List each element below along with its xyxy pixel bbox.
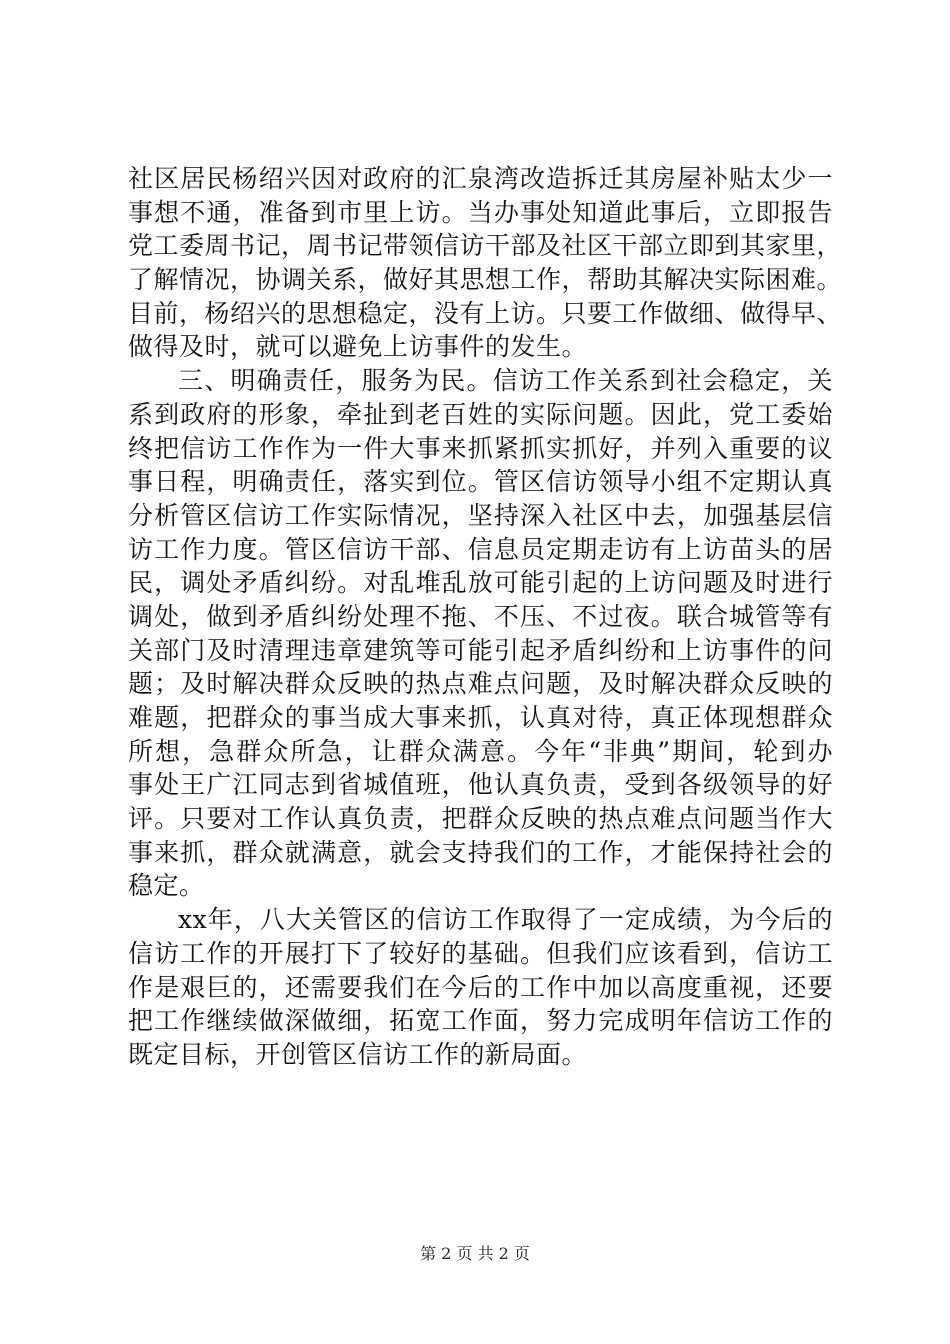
paragraph-line: 民，调处矛盾纠纷。对乱堆乱放可能引起的上访问题及时进行 [128, 568, 833, 598]
paragraph-line: 了解情况，协调关系，做好其思想工作，帮助其解决实际困难。 [128, 265, 843, 295]
paragraph-line: 稳定。 [128, 871, 205, 901]
paragraph-line: 既定目标，开创管区信访工作的新局面。 [128, 1039, 588, 1069]
paragraph-line: 事想不通，准备到市里上访。当办事处知道此事后，立即报告 [128, 197, 833, 227]
paragraph-line: 系到政府的形象，牵扯到老百姓的实际问题。因此，党工委始 [128, 399, 833, 429]
paragraph-line: 社区居民杨绍兴因对政府的汇泉湾改造拆迁其房屋补贴太少一 [128, 164, 833, 193]
paragraph-line: 事处王广江同志到省城值班，他认真负责，受到各级领导的好 [128, 770, 833, 800]
paragraph-line: 信访工作的开展打下了较好的基础。但我们应该看到，信访工 [128, 938, 833, 968]
paragraph-line: 难题，把群众的事当成大事来抓，认真对待，真正体现想群众 [128, 703, 833, 732]
paragraph-line: 调处，做到矛盾纠纷处理不拖、不压、不过夜。联合城管等有 [128, 601, 833, 631]
paragraph-line: 终把信访工作作为一件大事来抓紧抓实抓好，并列入重要的议 [128, 433, 833, 463]
paragraph-line: 题；及时解决群众反映的热点难点问题，及时解决群众反映的 [128, 669, 833, 699]
paragraph-line: 关部门及时清理违章建筑等可能引起矛盾纠纷和上访事件的问 [128, 635, 833, 665]
paragraph-line: 访工作力度。管区信访干部、信息员定期走访有上访苗头的居 [128, 534, 833, 564]
page-number-footer: 第 2 页 共 2 页 [420, 1244, 530, 1263]
paragraph-line: 把工作继续做深做细，拓宽工作面，努力完成明年信访工作的 [128, 1006, 833, 1036]
paragraph-line: 目前，杨绍兴的思想稳定，没有上访。只要工作做细、做得早、 [128, 298, 843, 328]
paragraph-line: 党工委周书记，周书记带领信访干部及社区干部立即到其家里， [128, 231, 843, 261]
paragraph-line: 评。只要对工作认真负责，把群众反映的热点难点问题当作大 [128, 804, 833, 834]
paragraph-line: 三、明确责任，服务为民。信访工作关系到社会稳定，关 [178, 366, 833, 396]
paragraph-line: 做得及时，就可以避免上访事件的发生。 [128, 332, 588, 362]
paragraph-line: 事日程，明确责任，落实到位。管区信访领导小组不定期认真 [128, 467, 833, 497]
paragraph-line: xx年，八大关管区的信访工作取得了一定成绩，为今后的 [178, 905, 833, 935]
paragraph-line: 事来抓，群众就满意，就会支持我们的工作，才能保持社会的 [128, 837, 833, 867]
paragraph-line: 所想，急群众所急，让群众满意。今年“非典”期间，轮到办 [128, 736, 833, 766]
paragraph-line: 作是艰巨的，还需要我们在今后的工作中加以高度重视，还要 [128, 972, 833, 1002]
document-body [128, 162, 843, 1072]
paragraph-line: 分析管区信访工作实际情况，坚持深入社区中去，加强基层信 [128, 500, 833, 530]
